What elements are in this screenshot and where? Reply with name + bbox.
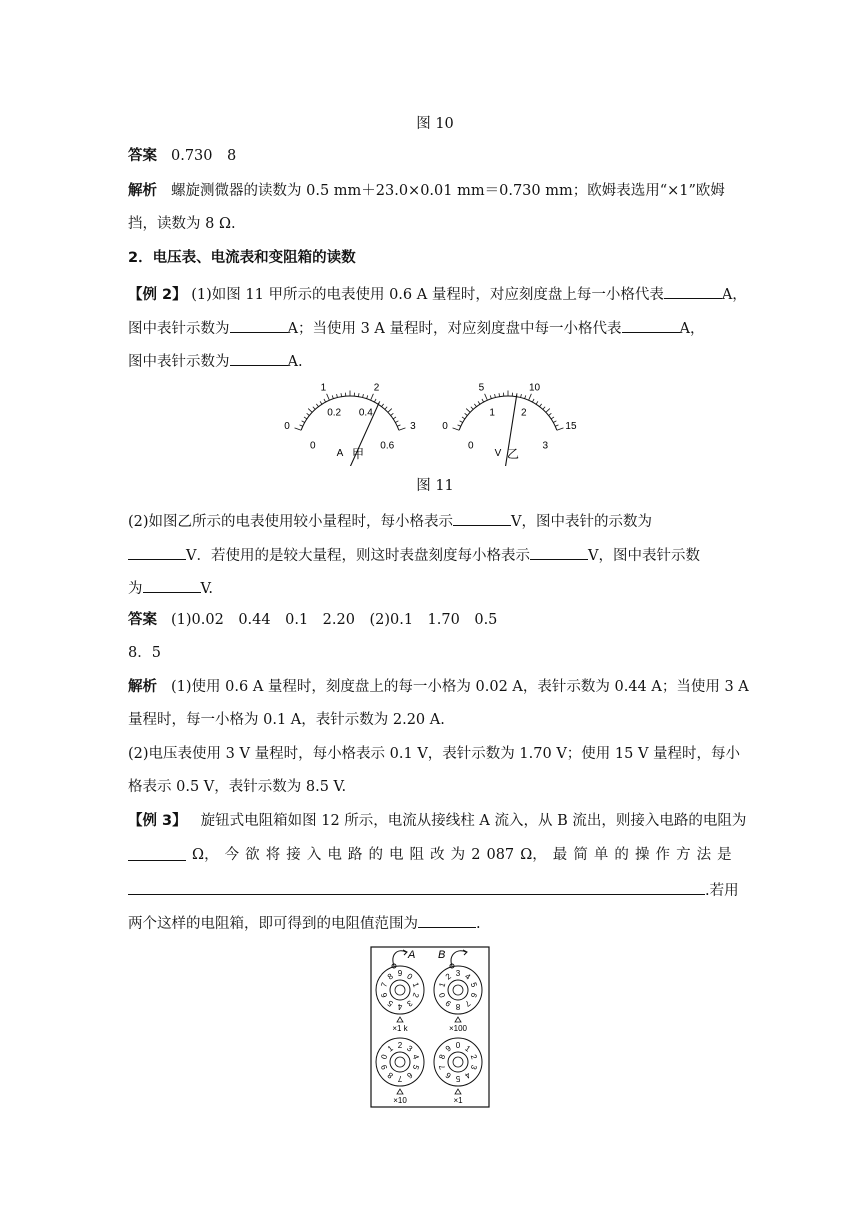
knob-center[interactable]: [448, 980, 468, 1000]
ammeter-unit: A: [336, 448, 344, 459]
answer-1: [128, 146, 236, 166]
blank: [143, 577, 201, 593]
text: 入: [306, 847, 322, 863]
voltmeter-tick: [474, 404, 476, 407]
knob-digit: 2: [443, 971, 453, 982]
text: 图中表针示数为: [128, 321, 230, 337]
ammeter-tick: [391, 413, 394, 415]
voltmeter-tick: [549, 413, 552, 415]
voltmeter-tick: [546, 409, 550, 413]
knob-digit: 8: [455, 1002, 461, 1011]
ammeter-tick: [341, 393, 342, 396]
arrowhead: [403, 950, 407, 955]
voltmeter-tick: [490, 395, 491, 398]
voltmeter-tick: [536, 401, 538, 404]
knob-hub: [395, 985, 405, 995]
knob-digit: 8: [437, 1053, 448, 1061]
example-2-line-2: [128, 317, 704, 339]
knob-digit: 9: [397, 969, 403, 978]
voltmeter-tick: [557, 428, 564, 430]
knob-multiplier: ×10: [393, 1096, 407, 1105]
voltmeter-tick: [553, 421, 556, 423]
knob-digit: 9: [443, 998, 453, 1009]
knob-digit: 7: [437, 1063, 448, 1071]
arrowhead: [463, 950, 467, 955]
text: 方: [676, 847, 691, 863]
ammeter-tick: [371, 394, 374, 400]
knob-digit: 4: [410, 1053, 421, 1061]
knob-center[interactable]: [390, 980, 410, 1000]
ammeter-outer-label: 0: [284, 421, 290, 433]
ammeter-tick: [385, 407, 387, 410]
text: .: [476, 916, 481, 932]
knob-digit: 7: [463, 998, 473, 1009]
knob-digit: 5: [455, 1074, 461, 1083]
knob-digit: 5: [410, 1063, 421, 1071]
voltmeter-tick: [551, 417, 554, 419]
q2-line-1: [128, 510, 652, 532]
text: 法: [696, 847, 712, 863]
knob-digit: 8: [385, 1070, 395, 1081]
voltmeter-outer-label: 10: [528, 382, 541, 394]
knob-multiplier: ×100: [448, 1024, 468, 1033]
voltmeter-tick: [499, 393, 500, 396]
ammeter-tick: [327, 394, 330, 400]
ammeter-inner-label: 0.6: [380, 440, 395, 452]
text: 旋钮式电阻箱如图 12 所示，电流从接线柱 A 流入，从 B 流出，则接入电路的电阻为: [200, 813, 747, 829]
knob-digit: 3: [468, 1063, 479, 1071]
answer-label: 答案: [128, 612, 157, 628]
answer-values: 0.730 8: [171, 148, 237, 164]
ammeter-tick: [388, 409, 392, 413]
ammeter-arc: [301, 396, 399, 430]
ammeter-tick: [395, 421, 398, 423]
ammeter-tick: [399, 428, 406, 430]
voltmeter-tick: [525, 395, 526, 398]
knob-hub: [453, 1057, 463, 1067]
knob-digit: 4: [463, 971, 473, 982]
knob-digit: 1: [437, 981, 448, 989]
blank: [453, 510, 511, 526]
knob-hub: [395, 1057, 405, 1067]
terminal-a-label: A: [408, 949, 416, 961]
voltmeter-tick: [465, 413, 468, 415]
text: 为: [128, 581, 143, 597]
voltmeter-tick: [532, 399, 534, 402]
knob-digit: 1: [463, 1043, 473, 1054]
example-3-line-4: [128, 912, 481, 934]
knob-digit: 4: [463, 1070, 473, 1081]
text: 阻: [409, 847, 425, 863]
blank: [530, 544, 588, 560]
knob-multiplier: ×1: [453, 1096, 463, 1105]
ammeter-tick: [324, 399, 326, 402]
knob-digit: 6: [443, 1070, 453, 1081]
voltmeter-inner-label: 2: [521, 407, 527, 419]
figure-11-meters: [280, 370, 590, 466]
blank: [230, 350, 288, 366]
text: (1)如图 11 甲所示的电表使用 0.6 A 量程时，对应刻度盘上每一小格代表: [191, 287, 664, 303]
voltmeter-tick: [458, 425, 461, 426]
figure-12-resistance-box: [368, 944, 492, 1110]
voltmeter-tick: [543, 407, 545, 410]
answer-2-extra: 8．5: [128, 645, 161, 661]
ammeter-tick: [313, 407, 315, 410]
figure-10-caption: 图 10: [416, 116, 454, 132]
voltmeter-tick: [462, 417, 465, 419]
analysis-1-line-1: [128, 181, 725, 201]
text: Ω，: [192, 847, 219, 863]
knob-digit: 2: [397, 1041, 403, 1050]
terminal-b-arrow: [451, 951, 466, 966]
text: 电: [389, 847, 404, 863]
blank: [128, 845, 186, 861]
knob-digit: 0: [405, 971, 415, 982]
text: 操: [634, 847, 650, 863]
knob-digit: 3: [455, 969, 461, 978]
voltmeter-tick: [540, 404, 542, 407]
section-2-title: 2．电压表、电流表和变阻箱的读数: [128, 250, 356, 266]
voltmeter-outer-label: 0: [442, 421, 448, 433]
text: 的: [368, 847, 383, 863]
text: V．若使用的是较大量程，则这时表盘刻度每小格表示: [186, 548, 530, 564]
voltmeter-tick: [466, 409, 470, 413]
ammeter-tick: [295, 428, 302, 430]
knob-hub: [453, 985, 463, 995]
ammeter-tick: [374, 399, 376, 402]
text: 两个这样的电阻箱，即可得到的电阻值范围为: [128, 916, 418, 932]
knob-digit: 6: [405, 1070, 415, 1081]
ammeter-tick: [320, 401, 322, 404]
text: Ω，: [520, 847, 547, 863]
ammeter-inner-label: 0: [309, 440, 316, 452]
ammeter-tick: [337, 394, 338, 397]
analysis-2-line-3: (2)电压表使用 3 V 量程时，每小格表示 0.1 V，表针示数为 1.70 V；使用 15 V 量程时，每小: [128, 746, 741, 762]
knob-center[interactable]: [448, 1052, 468, 1072]
text: 图中表针示数为: [128, 354, 230, 370]
knob-digit: 1: [385, 1043, 395, 1054]
voltmeter-inner-label: 0: [467, 440, 474, 452]
ammeter-outer-label: 1: [320, 382, 327, 394]
text: 2: [471, 847, 481, 863]
voltmeter-tick: [495, 394, 496, 397]
example-tag: 【例 3】: [128, 813, 187, 829]
ammeter-label: 甲: [352, 447, 365, 461]
text: 接: [286, 847, 301, 863]
ammeter-tick: [316, 404, 318, 407]
text: 087: [486, 847, 515, 863]
text: 简: [573, 847, 588, 863]
ammeter-inner-label: 0.4: [358, 407, 373, 419]
example-2-line-1: [128, 283, 747, 305]
answer-values: (1)0.02 0.44 0.1 2.20 (2)0.1 1.70 0.5: [171, 612, 498, 628]
analysis-text: (1)使用 0.6 A 量程时，刻度盘上的每一小格为 0.02 A，表针示数为 0.44 A；当使用 3 A: [171, 679, 749, 695]
ammeter-tick: [300, 425, 303, 426]
knob-multiplier: ×1 k: [392, 1024, 408, 1033]
text: V.: [200, 581, 214, 597]
voltmeter-tick: [485, 394, 488, 400]
analysis-text: 螺旋测微器的读数为 0.5 mm＋23.0×0.01 mm＝0.730 mm；欧姆表选用“×1”欧姆: [171, 183, 725, 199]
knob-pointer-icon: [397, 1089, 403, 1094]
voltmeter-arc: [459, 396, 557, 430]
ammeter-tick: [363, 394, 364, 397]
voltmeter-tick: [529, 394, 532, 400]
voltmeter-tick: [521, 394, 522, 397]
text: 改: [430, 847, 445, 863]
blank: [418, 912, 476, 928]
analysis-2-line-2: 量程时，每一小格为 0.1 A，表针示数为 2.20 A.: [128, 712, 445, 728]
knob-pointer-icon: [455, 1017, 461, 1022]
text: A；当使用 3 A 量程时，对应刻度盘中每一小格代表: [287, 321, 622, 337]
text: V，图中表针示数: [587, 548, 700, 564]
knob-digit: 0: [379, 1053, 390, 1061]
knob-digit: 5: [385, 998, 395, 1009]
voltmeter-tick: [482, 399, 484, 402]
text: A，: [679, 321, 705, 337]
ammeter-tick: [332, 395, 333, 398]
ammeter-outer-label: 2: [373, 382, 380, 394]
text: 单: [593, 847, 609, 863]
knob-digit: 0: [437, 991, 448, 999]
voltmeter-outer-label: 15: [565, 421, 577, 433]
knob-digit: 2: [468, 1053, 479, 1061]
text: A.: [287, 354, 303, 370]
text: 的: [614, 847, 629, 863]
voltmeter-tick: [453, 428, 460, 430]
analysis-1-line-2: 挡，读数为 8 Ω.: [128, 216, 236, 232]
blank: [128, 879, 705, 895]
knob-digit: 3: [405, 1043, 415, 1054]
knob-digit: 4: [397, 1002, 403, 1011]
voltmeter-tick: [555, 425, 558, 426]
knob-digit: 7: [397, 1074, 403, 1083]
knob-digit: 2: [410, 991, 421, 999]
blank: [128, 544, 186, 560]
analysis-label: 解析: [128, 679, 157, 695]
voltmeter-unit: V: [494, 448, 502, 459]
knob-digit: 9: [443, 1043, 453, 1054]
voltmeter-tick: [460, 421, 463, 423]
text: 是: [717, 847, 732, 863]
example-2-line-3: [128, 350, 303, 372]
ammeter-outer-label: 3: [410, 421, 416, 433]
text: 作: [655, 847, 671, 863]
figure-11-caption: 图 11: [416, 478, 454, 494]
voltmeter-outer-label: 5: [478, 382, 485, 394]
knob-group: [376, 966, 482, 1105]
knob-digit: 6: [379, 991, 390, 999]
ammeter-tick: [307, 413, 310, 415]
voltmeter-inner-label: 3: [542, 440, 549, 452]
ammeter-tick: [358, 393, 359, 396]
blank: [230, 317, 288, 333]
example-3-line-2: [128, 845, 732, 865]
ammeter-tick: [393, 417, 396, 419]
answer-2: [128, 610, 497, 630]
text: (2)如图乙所示的电表使用较小量程时，每小格表示: [128, 514, 454, 530]
ammeter-tick: [397, 425, 400, 426]
text: A，: [721, 287, 747, 303]
knob-digit: 1: [410, 981, 421, 989]
ammeter-tick: [302, 421, 305, 423]
knob-center[interactable]: [390, 1052, 410, 1072]
knob-digit: 6: [468, 991, 479, 999]
knob-digit: 5: [468, 981, 479, 989]
knob-digit: 7: [379, 981, 390, 989]
voltmeter-inner-label: 1: [489, 407, 495, 419]
knob-digit: 9: [379, 1063, 390, 1071]
answer-label: 答案: [128, 148, 157, 164]
knob-digit: 0: [455, 1041, 461, 1050]
text: 欲: [245, 847, 260, 863]
blank: [622, 317, 680, 333]
ammeter-dial: [284, 382, 416, 466]
voltmeter-tick: [471, 407, 473, 410]
analysis-2-line-4: 格表示 0.5 V，表针示数为 8.5 V.: [128, 779, 347, 795]
knob-pointer-icon: [455, 1089, 461, 1094]
ammeter-tick: [304, 417, 307, 419]
text: 最: [552, 847, 568, 863]
voltmeter-label: 乙: [507, 447, 520, 461]
text: 今: [224, 847, 240, 863]
text: 路: [347, 847, 363, 863]
example-tag: 【例 2】: [128, 287, 187, 303]
knob-pointer-icon: [397, 1017, 403, 1022]
text: 为: [450, 847, 466, 863]
q2-line-2: [128, 544, 700, 566]
terminal-b-label: B: [438, 949, 446, 961]
analysis-label: 解析: [128, 183, 157, 199]
text: V，图中表针的示数为: [511, 514, 653, 530]
knob-digit: 8: [385, 971, 395, 982]
voltmeter-tick: [478, 401, 480, 404]
analysis-2-line-1: [128, 677, 749, 697]
example-3-line-1: [128, 811, 746, 831]
ammeter-tick: [382, 404, 384, 407]
knob-digit: 3: [405, 998, 415, 1009]
blank: [664, 283, 722, 299]
ammeter-tick: [308, 409, 312, 413]
ammeter-tick: [367, 395, 368, 398]
text: .若用: [705, 883, 739, 899]
example-3-line-3: [128, 879, 739, 901]
ammeter-inner-label: 0.2: [327, 407, 342, 419]
text: 将: [265, 847, 281, 863]
text: 电: [327, 847, 342, 863]
q2-line-3: [128, 577, 213, 599]
